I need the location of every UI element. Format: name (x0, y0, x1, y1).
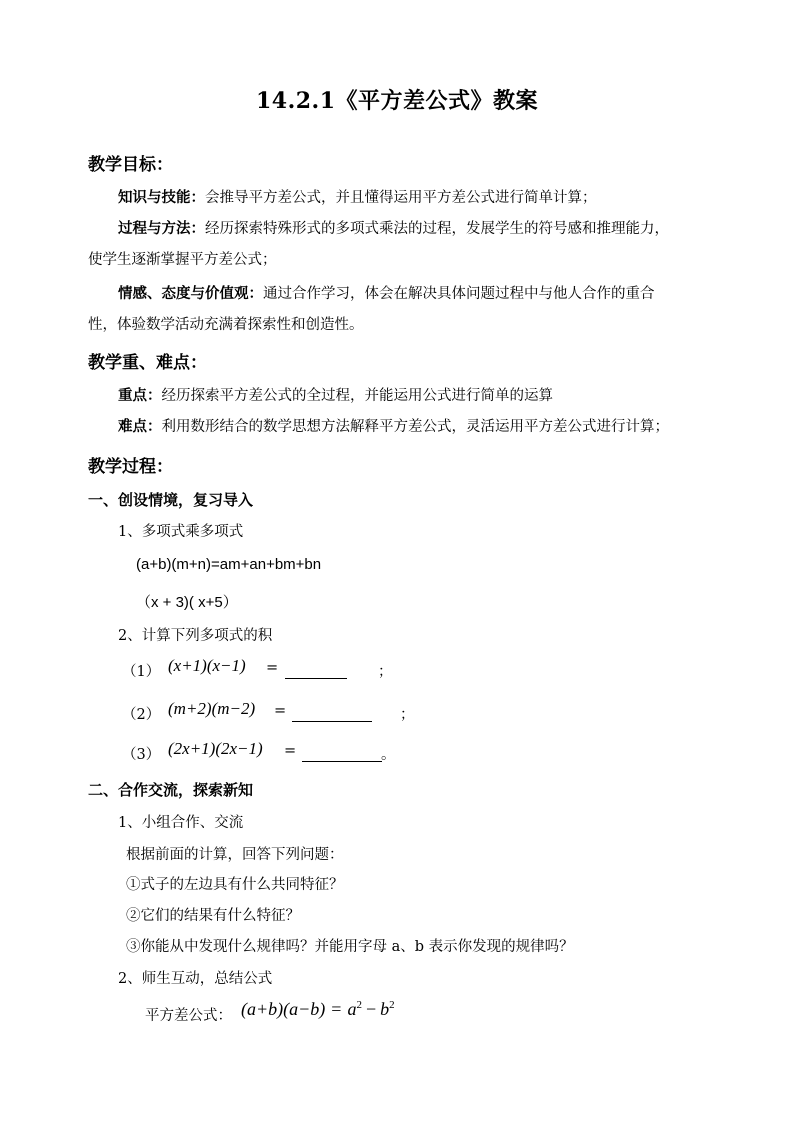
difference-of-squares-formula (241, 999, 395, 1020)
process-line (118, 217, 669, 238)
page-title: 14.2.1《平方差公式》教案 (255, 88, 539, 114)
emotion-text: 通过合作学习，体会在解决具体问题过程中与他人合作的重合 (263, 286, 655, 302)
exercise-2-answer-blank[interactable] (292, 707, 372, 726)
process-text: 经历探索特殊形式的多项式乘法的过程，发展学生的符号感和推理能力， (205, 221, 669, 237)
process-text-cont: 使学生逐渐掌握平方差公式； (88, 252, 277, 268)
s2-item2: 2、师生互动，总结公式 (118, 971, 273, 987)
exercise-2-equals: = (274, 703, 287, 719)
difficulty-line (118, 415, 669, 436)
focus-text: 经历探索平方差公式的全过程，并能运用公式进行简单的运算 (161, 388, 553, 404)
key-heading: 教学重、难点： (88, 353, 207, 373)
s1-item1: 1、多项式乘多项式 (118, 524, 244, 540)
exercise-3-number: （3） (122, 747, 161, 763)
exercise-1-end: ； (378, 664, 393, 680)
process-label: 过程与方法： (118, 220, 205, 237)
exercise-3-expression: (2x+1)(2x−1) (168, 739, 263, 758)
goals-heading: 教学目标： (88, 155, 173, 175)
exercise-1-number: （1） (122, 664, 161, 680)
formula-equals: = (331, 999, 342, 1019)
s1-item2: 2、计算下列多项式的积 (118, 628, 273, 644)
process-heading: 教学过程： (88, 457, 173, 477)
formula-minus: − (365, 999, 377, 1019)
s1-formula1: (a+b)(m+n)=am+an+bm+bn (136, 556, 322, 573)
difficulty-text: 利用数形结合的数学思想方法解释平方差公式，灵活运用平方差公式进行计算； (161, 419, 669, 435)
formula-label: 平方差公式： (145, 1008, 232, 1024)
exercise-1-answer-blank[interactable] (285, 664, 347, 683)
section1-title: 一、创设情境，复习导入 (88, 491, 254, 509)
s2-question-1: ①式子的左边具有什么共同特征？ (126, 877, 344, 893)
s2-item1: 1、小组合作、交流 (118, 815, 244, 831)
emotion-line (118, 282, 655, 303)
formula-a-exponent: 2 (356, 999, 362, 1011)
s2-question-3: ③你能从中发现什么规律吗？并能用字母 a、b 表示你发现的规律吗？ (126, 939, 574, 955)
knowledge-line (118, 186, 597, 207)
exercise-3-equals: = (284, 743, 297, 759)
emotion-label: 情感、态度与价值观： (118, 285, 263, 302)
focus-label: 重点： (118, 387, 162, 404)
difficulty-label: 难点： (118, 418, 162, 435)
exercise-2-number: （2） (122, 707, 161, 723)
s1-formula2: （x + 3)( x+5） (136, 594, 238, 611)
s2-question-2: ②它们的结果有什么特征？ (126, 908, 300, 924)
exercise-1-equals: = (266, 660, 279, 676)
exercise-3-answer-blank[interactable] (302, 747, 382, 766)
emotion-text-cont: 性，体验数学活动充满着探索性和创造性。 (88, 317, 364, 333)
knowledge-label: 知识与技能： (118, 189, 205, 206)
section2-title: 二、合作交流，探索新知 (88, 781, 254, 799)
exercise-2-expression: (m+2)(m−2) (168, 699, 256, 718)
knowledge-text: 会推导平方差公式，并且懂得运用平方差公式进行简单计算； (205, 190, 597, 206)
formula-a: a (347, 999, 357, 1019)
formula-b: b (380, 999, 390, 1019)
formula-b-exponent: 2 (389, 999, 395, 1011)
exercise-3-end: 。 (381, 747, 396, 763)
exercise-2-end: ； (400, 707, 415, 723)
formula-lhs: (a+b)(a−b) (241, 999, 326, 1019)
focus-line (118, 384, 553, 405)
s2-intro: 根据前面的计算，回答下列问题： (126, 847, 344, 863)
exercise-1-expression: (x+1)(x−1) (168, 656, 246, 675)
